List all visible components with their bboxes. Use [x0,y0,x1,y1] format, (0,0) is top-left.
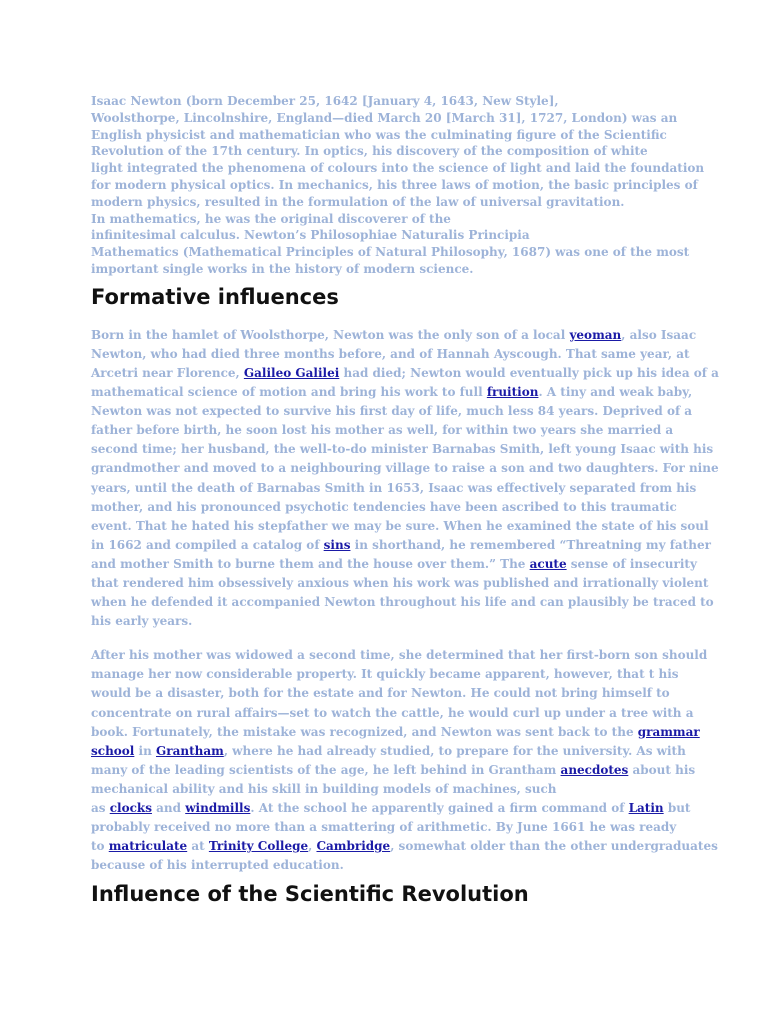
text-run: but [663,801,691,816]
section-heading-scientific-revolution: Influence of the Scientific Revolution [91,882,529,907]
text-line [91,364,719,383]
text-run: had died; Newton would eventually pick up his idea of a [339,365,719,380]
text-line: Newton was not expected to survive his first day of life, much less 84 years. Deprived of a [91,404,693,419]
text-run: . A tiny and weak baby, [538,385,693,400]
link-anecdotes[interactable]: anecdotes [560,762,629,777]
text-run: , somewhat older than the other undergraduates [390,839,718,854]
text-line [91,761,696,780]
intro-line: light integrated the phenomena of colours into the science of light and laid the foundation [91,161,705,176]
intro-line: English physicist and mathematician who was the culminating figure of the Scientific [91,127,667,142]
link-clocks[interactable]: clocks [109,801,152,816]
link-matriculate[interactable]: matriculate [108,839,188,854]
link-grantham[interactable]: Grantham [156,743,224,758]
intro-line: Woolsthorpe, Lincolnshire, England—died March 20 [March 31], 1727, London) was an [91,110,678,125]
intro-line: important single works in the history of modern science. [91,261,474,276]
link-latin[interactable]: Latin [628,801,664,816]
text-run: , where he had already studied, to prepare for the university. As with [223,743,686,758]
intro-line: In mathematics, he was the original discoverer of the [91,211,451,226]
text-line: manage her now considerable property. It quickly became apparent, however, that t his [91,667,679,682]
text-line: grandmother and moved to a neighbouring village to raise a son and two daughters. For nine [91,461,719,476]
text-run: as [91,801,110,816]
text-line: father before birth, he soon lost his mother as well, for within two years she married a [91,423,674,438]
text-line: would be a disaster, both for the estate and for Newton. He could not bring himself to [91,686,670,701]
text-line: event. That he hated his stepfather we may be sure. When he examined the state of his soul [91,518,709,533]
text-line: After his mother was widowed a second time, she determined that her first-born son should [91,648,708,663]
intro-line: Isaac Newton (born December 25, 1642 [January 4, 1643, New Style], [91,94,559,108]
intro-line: modern physics, resulted in the formulation of the law of universal gravitation. [91,194,625,209]
text-line: concentrate on rural affairs—set to watch the cattle, he would curl up under a tree with a [91,705,694,720]
paragraph-formative [91,326,719,632]
text-line: Newton, who had died three months before, and of Hannah Ayscough. That same year, at [91,346,690,361]
text-run: about his [628,762,696,777]
intro-line: Revolution of the 17th century. In optics, his discovery of the composition of white [91,144,648,159]
text-run: and [151,801,186,816]
paragraph-education [91,646,718,875]
link-sins[interactable]: sins [323,537,351,552]
text-run: in 1662 and compiled a catalog of [91,537,324,552]
link-yeoman[interactable]: yeoman [569,327,622,342]
intro-line: for modern physical optics. In mechanics, his three laws of motion, the basic principles of [91,177,698,192]
article [91,93,719,907]
text-run: and mother Smith to burne them and the house over them.” The [91,556,530,571]
text-line: mother, and his pronounced psychotic tendencies have been ascribed to this traumatic [91,499,677,514]
text-run: sense of insecurity [566,556,697,571]
link-school[interactable]: school [91,743,135,758]
link-grammar[interactable]: grammar [637,724,700,739]
text-line: years, until the death of Barnabas Smith in 1653, Isaac was effectively separated from his [91,480,697,495]
text-run: Arcetri near Florence, [91,365,244,380]
intro-paragraph [91,93,705,278]
text-run: mathematical science of motion and bring his work to full [91,385,487,400]
section-heading-formative: Formative influences [91,284,339,309]
text-line [91,383,691,402]
text-line [91,555,697,574]
text-run: book. Fortunately, the mistake was recognized, and Newton was sent back to the [91,724,638,739]
text-line: that rendered him obsessively anxious when his work was published and irrationally violent [91,575,709,590]
text-run: in shorthand, he remembered “Threatning my father [350,537,711,552]
text-line: his early years. [91,614,193,629]
text-line [91,536,711,555]
link-fruition[interactable]: fruition [486,385,539,400]
text-line [91,723,700,742]
text-line [91,742,691,761]
text-run: Born in the hamlet of Woolsthorpe, Newton was the only son of a local [91,327,570,342]
link-cambridge[interactable]: Cambridge [316,839,391,854]
text-line: second time; her husband, the well-to-do minister Barnabas Smith, left young Isaac with his [91,442,714,457]
intro-line: infinitesimal calculus. Newton’s Philosophiae Naturalis Principia [91,228,530,243]
text-run: many of the leading scientists of the age, he left behind in Grantham [91,762,561,777]
text-line: mechanical ability and his skill in building models of machines, such [91,781,557,796]
link-acute[interactable]: acute [529,556,567,571]
text-line: because of his interrupted education. [91,858,344,873]
text-run: , [308,839,317,854]
text-line [91,799,691,818]
link-trinity-college[interactable]: Trinity College [208,839,309,854]
intro-line: Mathematics (Mathematical Principles of Natural Philosophy, 1687) was one of the most [91,245,690,260]
text-line [91,837,718,856]
text-run: in [134,743,156,758]
text-line: probably received no more than a smattering of arithmetic. By June 1661 he was ready [91,820,677,835]
link-galileo-galilei[interactable]: Galileo Galilei [243,365,340,380]
text-run: , also Isaac [621,327,697,342]
text-run: at [187,839,209,854]
link-windmills[interactable]: windmills [185,801,251,816]
text-run: . At the school he apparently gained a firm command of [250,801,629,816]
text-line: when he defended it accompanied Newton throughout his life and can plausibly be traced to [91,595,714,610]
text-line [91,326,697,345]
text-run: to [91,839,109,854]
